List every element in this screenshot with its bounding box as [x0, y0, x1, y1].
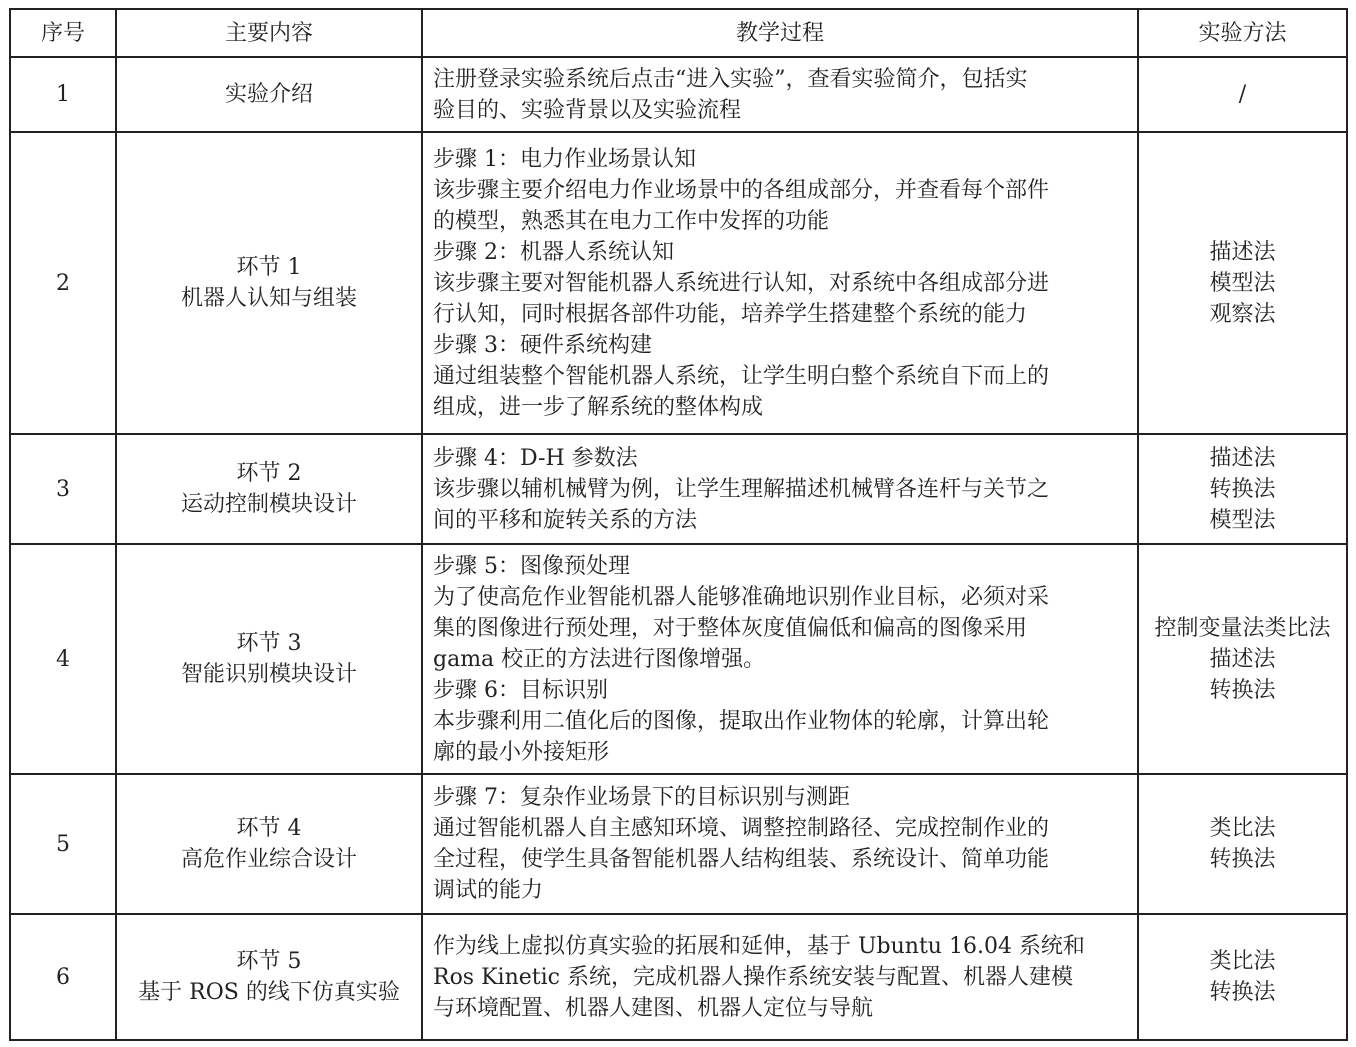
method-item: 类比法: [1209, 949, 1276, 974]
main-content-cell: [116, 132, 422, 434]
header-row: [10, 9, 1347, 57]
teaching-process-cell: [422, 914, 1138, 1040]
row-number: 1: [10, 57, 116, 132]
main-content-cell: [116, 434, 422, 544]
process-line: 注册登录实验系统后点击“进入实验”，查看实验简介，包括实: [433, 66, 1028, 92]
main-content-cell: [116, 914, 422, 1040]
teaching-process-cell: [422, 132, 1138, 434]
table-row: [10, 132, 1347, 434]
method-item: 转换法: [1209, 677, 1276, 703]
table-row: [10, 434, 1347, 544]
table-row: [10, 57, 1347, 132]
process-line: 通过智能机器人自主感知环境、调整控制路径、完成控制作业的: [433, 816, 1050, 841]
method-item: /: [1238, 82, 1247, 107]
method-item: 类比法: [1209, 816, 1276, 841]
process-line: 本步骤利用二值化后的图像，提取出作业物体的轮廓，计算出轮: [433, 708, 1050, 734]
header-no: 序号: [10, 9, 116, 57]
table-row: [10, 774, 1347, 914]
main-content-line: 环节 1: [236, 255, 302, 280]
method-item: 转换法: [1209, 476, 1276, 502]
method-item: 模型法: [1209, 507, 1276, 533]
process-line: 步骤 4：D-H 参数法: [433, 445, 638, 471]
methods-cell: [1138, 544, 1347, 774]
method-item: 转换法: [1209, 980, 1276, 1005]
teaching-process-cell: [422, 434, 1138, 544]
process-line: 廓的最小外接矩形: [433, 739, 610, 765]
methods-cell: [1138, 57, 1347, 132]
table-row: [10, 544, 1347, 774]
main-content-line: 环节 2: [236, 461, 302, 486]
method-item: 观察法: [1209, 301, 1276, 327]
process-line: 行认知，同时根据各部件功能，培养学生搭建整个系统的能力: [433, 301, 1028, 327]
method-item: 控制变量法类比法: [1154, 615, 1331, 641]
process-line: 的模型，熟悉其在电力工作中发挥的功能: [433, 208, 830, 234]
main-content-line: 机器人认知与组装: [180, 286, 357, 311]
process-line: gama 校正的方法进行图像增强。: [433, 646, 766, 672]
process-line: 步骤 2：机器人系统认知: [433, 239, 674, 265]
row-number: 5: [10, 774, 116, 914]
process-line: 该步骤主要介绍电力作业场景中的各组成部分，并查看每个部件: [433, 177, 1050, 203]
method-item: 描述法: [1209, 445, 1276, 471]
main-content-cell: [116, 544, 422, 774]
header-content: 主要内容: [116, 9, 422, 57]
methods-cell: [1138, 132, 1347, 434]
methods-cell: [1138, 434, 1347, 544]
process-line: 验目的、实验背景以及实验流程: [433, 97, 742, 123]
teaching-process-cell: [422, 774, 1138, 914]
main-content-cell: [116, 774, 422, 914]
process-line: 该步骤主要对智能机器人系统进行认知，对系统中各组成部分进: [433, 270, 1050, 296]
header-methods: 实验方法: [1138, 9, 1347, 57]
methods-cell: [1138, 914, 1347, 1040]
process-line: 该步骤以辅机械臂为例，让学生理解描述机械臂各连杆与关节之: [433, 476, 1050, 502]
process-line: 步骤 5：图像预处理: [433, 553, 630, 579]
process-line: 步骤 1：电力作业场景认知: [433, 146, 696, 172]
row-number: 3: [10, 434, 116, 544]
row-number: 6: [10, 914, 116, 1040]
main-content-line: 环节 5: [236, 949, 302, 974]
process-line: 与环境配置、机器人建图、机器人定位与导航: [433, 995, 874, 1021]
process-line: 为了使高危作业智能机器人能够准确地识别作业目标，必须对采: [433, 584, 1050, 610]
main-content-line: 环节 4: [236, 816, 302, 841]
teaching-process-cell: [422, 57, 1138, 132]
process-line: 作为线上虚拟仿真实验的拓展和延伸，基于 Ubuntu 16.04 系统和: [433, 933, 1085, 959]
main-content-cell: [116, 57, 422, 132]
experiment-table: [9, 8, 1348, 1041]
main-content-line: 基于 ROS 的线下仿真实验: [138, 980, 400, 1005]
process-line: 步骤 6：目标识别: [433, 677, 608, 703]
process-line: 集的图像进行预处理，对于整体灰度值偏低和偏高的图像采用: [433, 615, 1028, 641]
process-line: Ros Kinetic 系统，完成机器人操作系统安装与配置、机器人建模: [433, 964, 1073, 990]
main-content-line: 高危作业综合设计: [180, 847, 357, 872]
process-line: 步骤 3：硬件系统构建: [433, 332, 652, 358]
main-content-line: 智能识别模块设计: [180, 662, 357, 687]
methods-cell: [1138, 774, 1347, 914]
main-content-line: 运动控制模块设计: [180, 492, 357, 517]
main-content-line: 实验介绍: [224, 82, 313, 107]
method-item: 模型法: [1209, 270, 1276, 296]
row-number: 2: [10, 132, 116, 434]
row-number: 4: [10, 544, 116, 774]
process-line: 间的平移和旋转关系的方法: [433, 507, 698, 533]
table-row: [10, 914, 1347, 1040]
header-process: 教学过程: [422, 9, 1138, 57]
main-content-line: 环节 3: [236, 631, 302, 656]
method-item: 转换法: [1209, 847, 1276, 872]
process-line: 通过组装整个智能机器人系统，让学生明白整个系统自下而上的: [433, 363, 1050, 389]
method-item: 描述法: [1209, 646, 1276, 672]
process-line: 调试的能力: [433, 878, 544, 903]
process-line: 组成，进一步了解系统的整体构成: [433, 394, 764, 420]
process-line: 全过程，使学生具备智能机器人结构组装、系统设计、简单功能: [433, 847, 1050, 872]
teaching-process-cell: [422, 544, 1138, 774]
method-item: 描述法: [1209, 239, 1276, 265]
process-line: 步骤 7：复杂作业场景下的目标识别与测距: [433, 785, 850, 810]
